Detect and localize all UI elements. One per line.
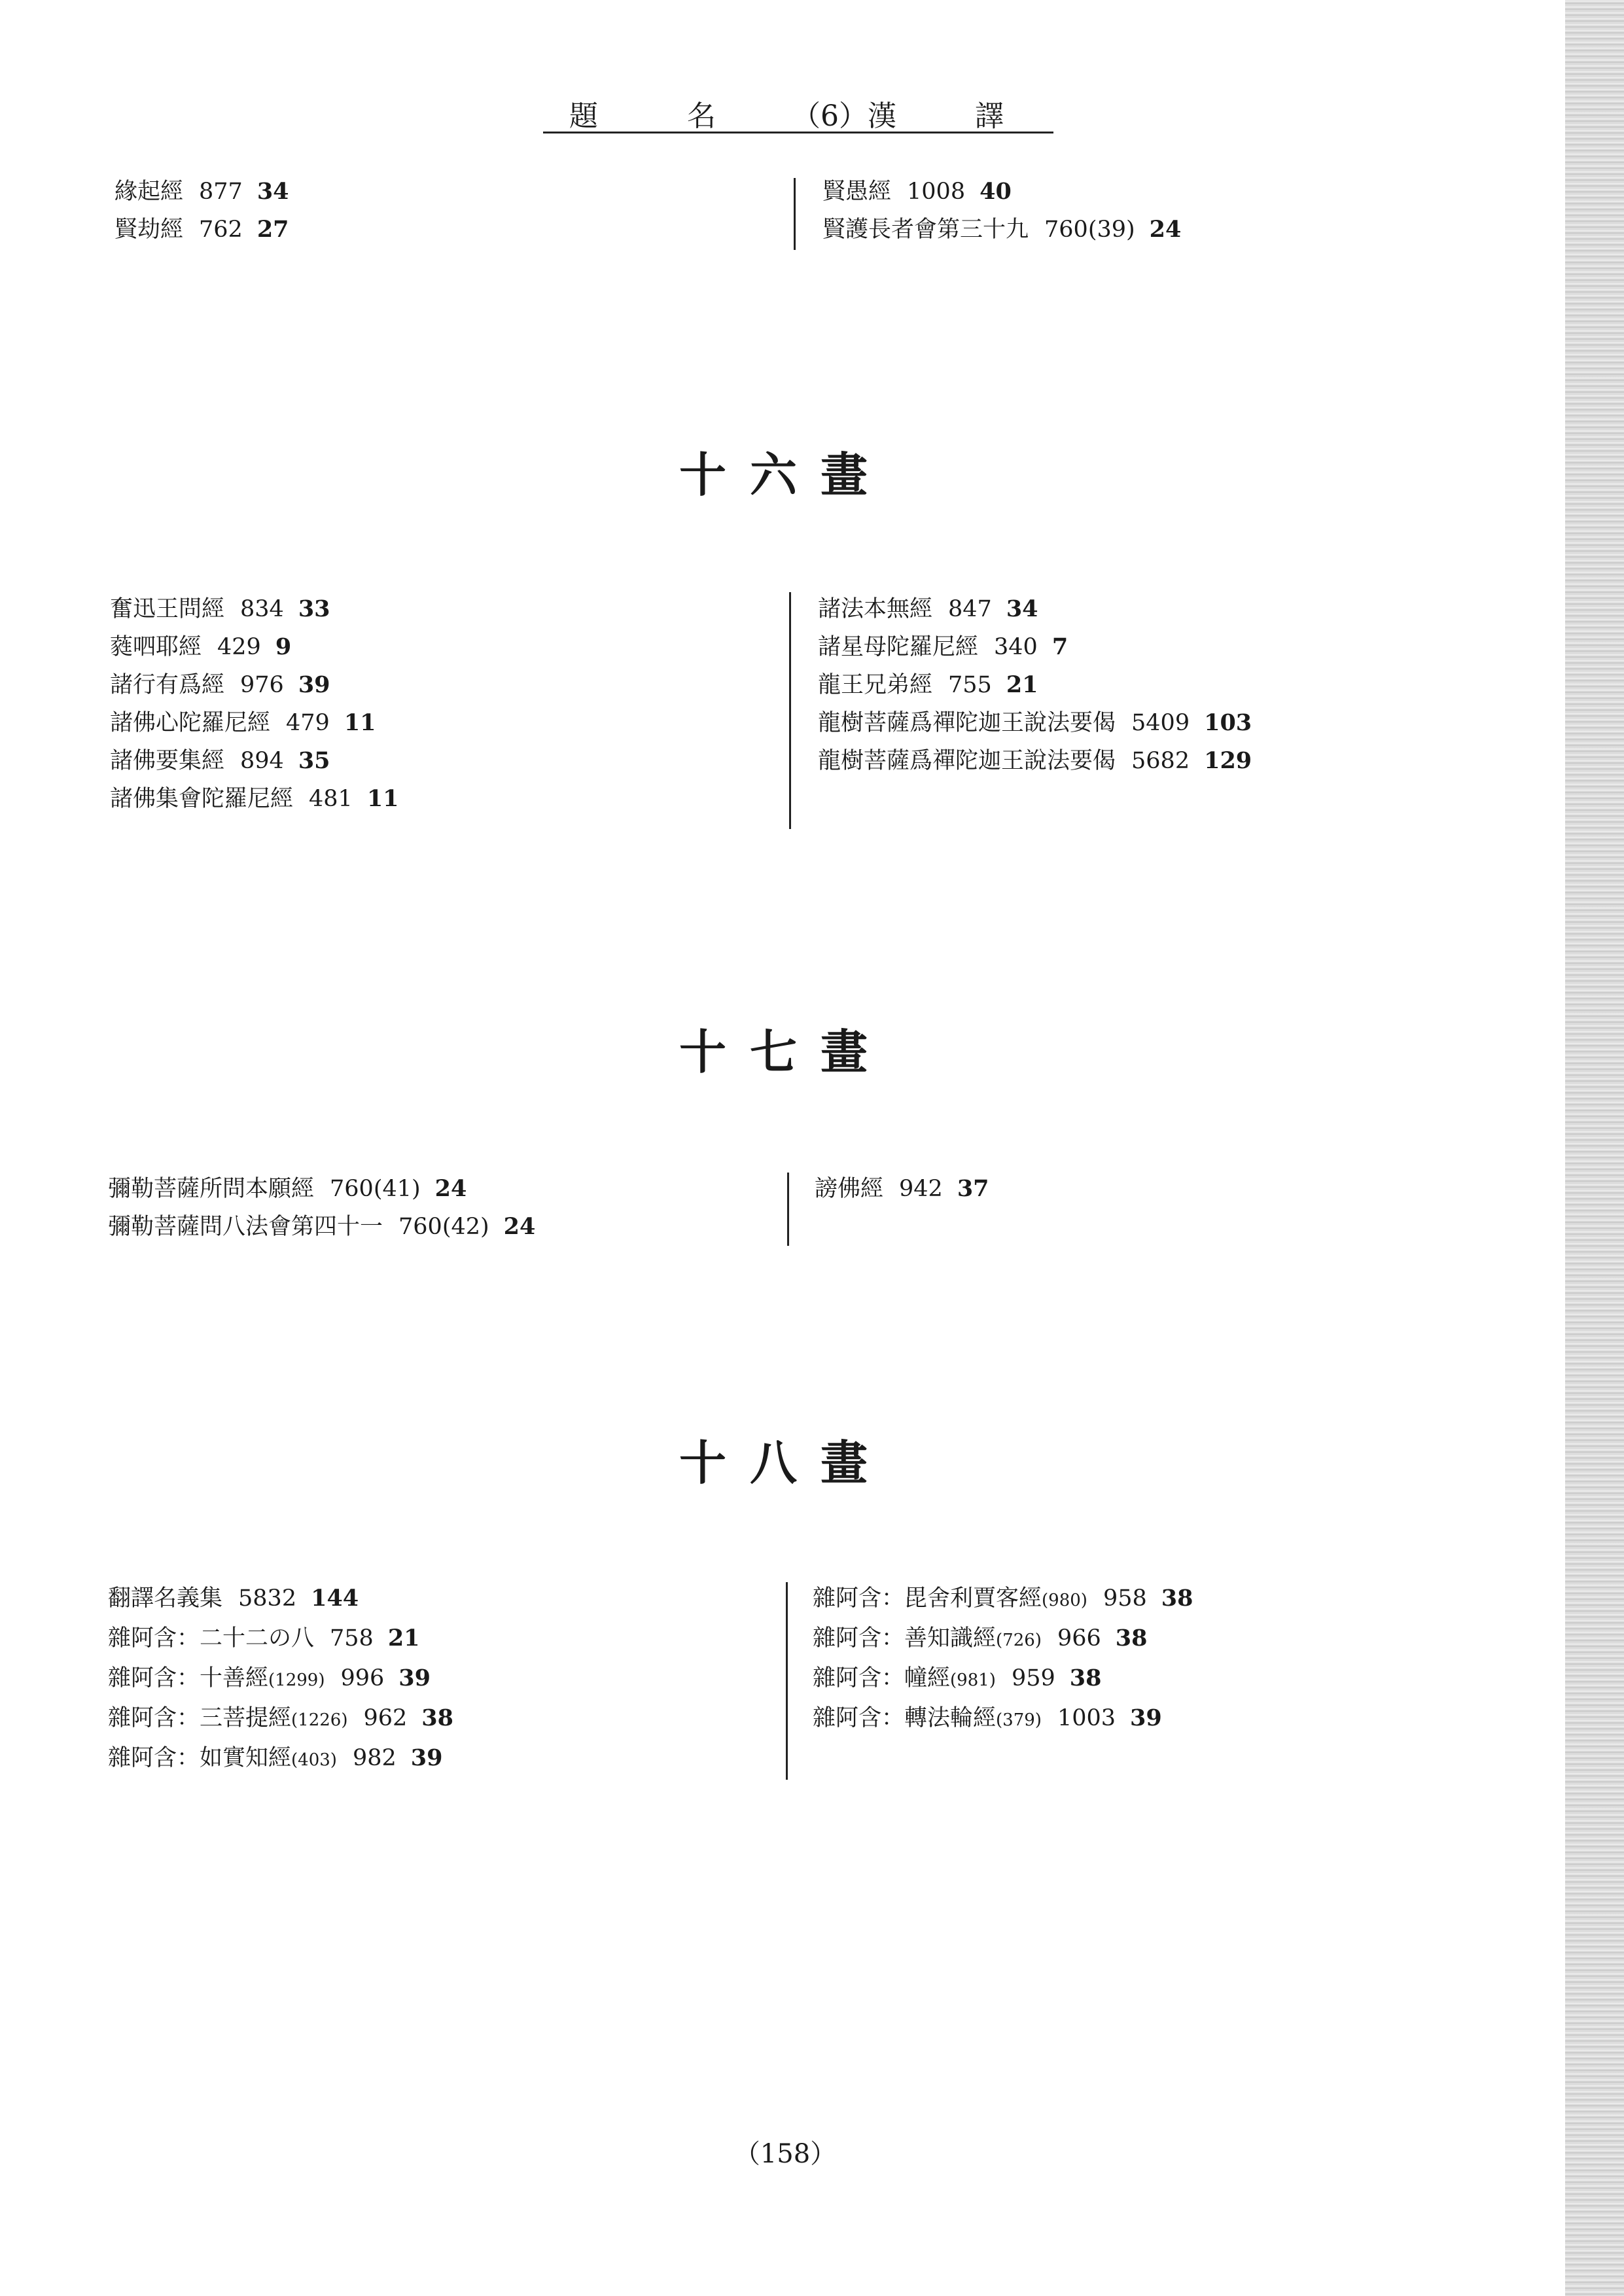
section-17-right-column bbox=[815, 1170, 989, 1208]
top-right-column bbox=[822, 173, 1181, 249]
section-title-16: 十六畫 bbox=[679, 448, 891, 503]
column-divider bbox=[786, 1582, 788, 1780]
running-header bbox=[543, 88, 1053, 133]
list-item: 雜阿含：幢經(981) 959 38 bbox=[813, 1665, 1102, 1691]
list-item: 諸行有爲經 976 39 bbox=[110, 671, 330, 698]
top-left-column bbox=[115, 173, 289, 249]
section-17-left-column bbox=[108, 1170, 535, 1246]
list-item: 彌勒菩薩問八法會第四十一 760(42) 24 bbox=[108, 1213, 536, 1240]
list-item: 雜阿含：三菩提經(1226) 962 38 bbox=[108, 1704, 454, 1731]
header-char-1: 題 bbox=[569, 99, 598, 133]
list-item: 雜阿含：十善經(1299) 996 39 bbox=[108, 1665, 431, 1691]
section-16-left-column bbox=[110, 590, 399, 818]
list-item: 諸法本無經 847 34 bbox=[818, 595, 1038, 622]
list-item: 雜阿含：毘舍利賈客經(980) 958 38 bbox=[813, 1585, 1193, 1612]
list-item: 雜阿含：轉法輪經(379) 1003 39 bbox=[813, 1704, 1162, 1731]
section-title-17: 十七畫 bbox=[679, 1025, 891, 1080]
list-item: 龍王兄弟經 755 21 bbox=[818, 671, 1038, 698]
list-item: 諸佛心陀羅尼經 479 11 bbox=[110, 709, 376, 736]
list-item: 賢愚經 1008 40 bbox=[822, 178, 1012, 205]
list-item: 諸佛集會陀羅尼經 481 11 bbox=[110, 785, 399, 812]
list-item: 諸星母陀羅尼經 340 7 bbox=[818, 633, 1068, 660]
section-title-18: 十八畫 bbox=[679, 1436, 891, 1491]
column-divider bbox=[789, 592, 791, 829]
list-item: 彌勒菩薩所問本願經 760(41) 24 bbox=[108, 1175, 467, 1202]
section-16-right-column bbox=[818, 590, 1252, 780]
list-item: 龍樹菩薩爲禪陀迦王說法要偈 5682 129 bbox=[818, 747, 1252, 774]
list-item: 龍樹菩薩爲禪陀迦王說法要偈 5409 103 bbox=[818, 709, 1252, 736]
list-item: 賢劫經 762 27 bbox=[115, 216, 289, 243]
section-18-left-column bbox=[108, 1580, 453, 1779]
section-18-right-column bbox=[813, 1580, 1193, 1739]
list-item: 賢護長者會第三十九 760(39) 24 bbox=[822, 216, 1182, 243]
list-item: 諸佛要集經 894 35 bbox=[110, 747, 330, 774]
list-item: 奮迅王問經 834 33 bbox=[110, 595, 330, 622]
list-item: 緣起經 877 34 bbox=[115, 178, 289, 205]
list-item: 翻譯名義集 5832 144 bbox=[108, 1585, 359, 1612]
list-item: 謗佛經 942 37 bbox=[815, 1175, 989, 1202]
scan-edge-shadow bbox=[1565, 0, 1624, 2296]
header-char-2: 名 bbox=[687, 99, 716, 133]
header-char-3: （6）漢 bbox=[792, 99, 896, 133]
list-item: 蕤呬耶經 429 9 bbox=[110, 633, 292, 660]
page-number: （158） bbox=[733, 2139, 837, 2169]
list-item: 雜阿含：善知識經(726) 966 38 bbox=[813, 1625, 1148, 1651]
column-divider bbox=[794, 178, 796, 250]
header-char-4: 譯 bbox=[975, 99, 1004, 133]
column-divider bbox=[787, 1173, 789, 1246]
list-item: 雜阿含：如實知經(403) 982 39 bbox=[108, 1744, 443, 1771]
list-item: 雜阿含：二十二の八 758 21 bbox=[108, 1625, 420, 1651]
